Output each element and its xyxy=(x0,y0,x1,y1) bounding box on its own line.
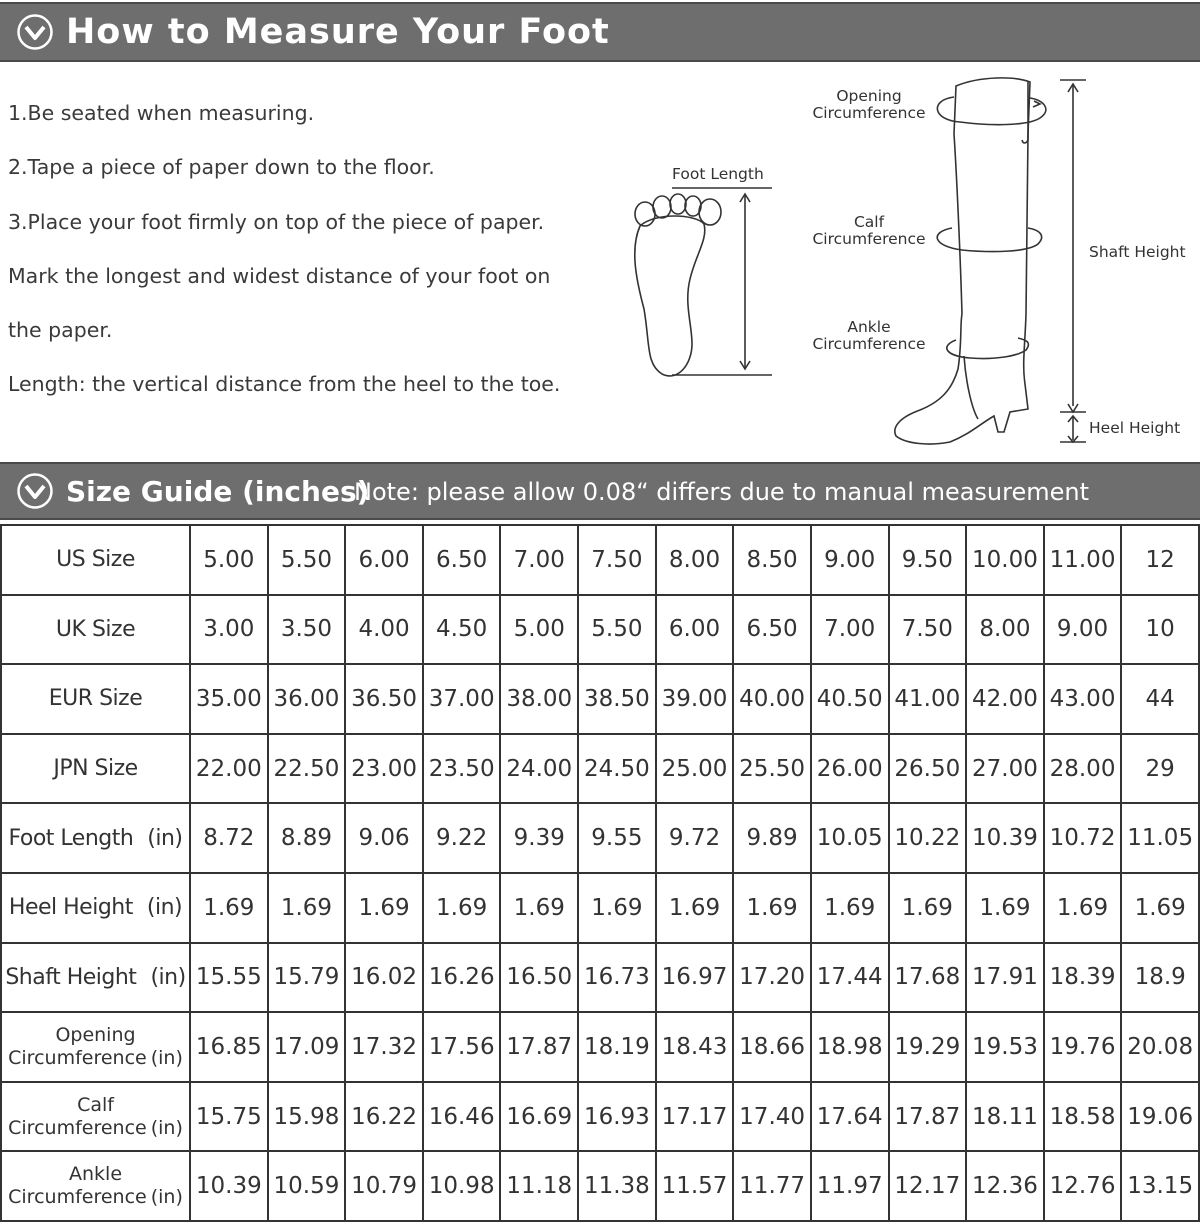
table-cell: 3.00 xyxy=(190,595,268,665)
calf-label-line2: Circumference xyxy=(812,230,926,248)
table-cell: 4.50 xyxy=(423,595,501,665)
opening-label-line1: Opening xyxy=(836,87,902,105)
table-cell: 1.69 xyxy=(190,873,268,943)
row-unit: (in) xyxy=(150,1186,183,1209)
table-cell: 4.00 xyxy=(345,595,423,665)
table-cell: 7.50 xyxy=(578,525,656,595)
table-cell: 5.00 xyxy=(190,525,268,595)
table-cell: 9.89 xyxy=(733,803,811,873)
table-cell: 10.98 xyxy=(423,1151,501,1221)
table-cell: 17.40 xyxy=(733,1082,811,1152)
table-cell: 15.55 xyxy=(190,943,268,1013)
row-header xyxy=(1,1012,190,1082)
table-cell: 3.50 xyxy=(268,595,346,665)
table-cell: 1.69 xyxy=(423,873,501,943)
table-cell: 26.00 xyxy=(811,734,889,804)
row-label: Heel Height xyxy=(8,895,133,921)
table-cell: 10.79 xyxy=(345,1151,423,1221)
row-label: Shaft Height xyxy=(5,964,137,990)
calf-label xyxy=(804,214,934,248)
table-cell: 1.69 xyxy=(578,873,656,943)
table-cell: 17.09 xyxy=(268,1012,346,1082)
ankle-label-line2: Circumference xyxy=(812,335,926,353)
table-cell: 17.68 xyxy=(889,943,967,1013)
row-unit: (in) xyxy=(150,1046,183,1069)
table-row xyxy=(1,1151,1199,1221)
size-guide-title: Size Guide (inches) xyxy=(66,475,370,508)
measure-banner xyxy=(0,2,1200,62)
table-cell: 8.00 xyxy=(966,595,1044,665)
size-table-body xyxy=(1,525,1199,1221)
row-unit: (in) xyxy=(150,1116,183,1139)
table-cell: 16.85 xyxy=(190,1012,268,1082)
table-cell: 8.50 xyxy=(733,525,811,595)
table-cell: 5.00 xyxy=(500,595,578,665)
table-cell: 5.50 xyxy=(268,525,346,595)
ankle-label xyxy=(804,319,934,353)
instruction-line: 1.Be seated when measuring. xyxy=(8,101,315,125)
foot-length-label: Foot Length xyxy=(672,165,764,183)
table-row xyxy=(1,803,1199,873)
row-label-cont: Circumference xyxy=(8,1116,147,1139)
table-cell: 13.15 xyxy=(1121,1151,1199,1221)
table-cell: 11.57 xyxy=(656,1151,734,1221)
table-cell: 41.00 xyxy=(889,664,967,734)
table-cell: 1.69 xyxy=(889,873,967,943)
table-cell: 7.00 xyxy=(811,595,889,665)
table-cell: 1.69 xyxy=(733,873,811,943)
table-cell: 1.69 xyxy=(811,873,889,943)
table-cell: 25.00 xyxy=(656,734,734,804)
table-cell: 1.69 xyxy=(345,873,423,943)
table-cell: 43.00 xyxy=(1044,664,1122,734)
table-cell: 16.69 xyxy=(500,1082,578,1152)
row-label: US Size xyxy=(56,547,135,573)
table-cell: 29 xyxy=(1121,734,1199,804)
table-cell: 9.39 xyxy=(500,803,578,873)
table-row xyxy=(1,595,1199,665)
table-cell: 18.11 xyxy=(966,1082,1044,1152)
table-cell: 16.46 xyxy=(423,1082,501,1152)
opening-label-line2: Circumference xyxy=(812,104,926,122)
table-cell: 18.39 xyxy=(1044,943,1122,1013)
boot-icon xyxy=(895,78,1030,444)
table-cell: 15.75 xyxy=(190,1082,268,1152)
table-cell: 17.44 xyxy=(811,943,889,1013)
table-row xyxy=(1,664,1199,734)
row-label-line2 xyxy=(2,1117,189,1140)
row-unit: (in) xyxy=(150,964,186,990)
table-cell: 8.89 xyxy=(268,803,346,873)
table-cell: 26.50 xyxy=(889,734,967,804)
row-label: EUR Size xyxy=(48,686,143,712)
table-cell: 19.76 xyxy=(1044,1012,1122,1082)
table-cell: 1.69 xyxy=(656,873,734,943)
table-cell: 12.17 xyxy=(889,1151,967,1221)
row-label: UK Size xyxy=(55,616,136,642)
table-cell: 1.69 xyxy=(1121,873,1199,943)
table-cell: 11.38 xyxy=(578,1151,656,1221)
table-cell: 12.76 xyxy=(1044,1151,1122,1221)
table-cell: 12 xyxy=(1121,525,1199,595)
table-cell: 19.53 xyxy=(966,1012,1044,1082)
table-cell: 22.50 xyxy=(268,734,346,804)
row-header xyxy=(1,943,190,1013)
table-cell: 6.00 xyxy=(656,595,734,665)
table-cell: 10.05 xyxy=(811,803,889,873)
table-cell: 28.00 xyxy=(1044,734,1122,804)
table-cell: 18.19 xyxy=(578,1012,656,1082)
table-cell: 9.00 xyxy=(811,525,889,595)
table-cell: 18.9 xyxy=(1121,943,1199,1013)
table-cell: 7.00 xyxy=(500,525,578,595)
row-label: JPN Size xyxy=(53,756,138,782)
size-guide-note: Note: please allow 0.08“ differs due to manual measurement xyxy=(354,478,1089,506)
row-label-cont: Circumference xyxy=(8,1186,147,1209)
table-cell: 17.91 xyxy=(966,943,1044,1013)
table-cell: 22.00 xyxy=(190,734,268,804)
table-cell: 40.50 xyxy=(811,664,889,734)
table-row xyxy=(1,1012,1199,1082)
table-cell: 9.72 xyxy=(656,803,734,873)
table-cell: 11.18 xyxy=(500,1151,578,1221)
table-cell: 6.00 xyxy=(345,525,423,595)
table-cell: 6.50 xyxy=(423,525,501,595)
table-cell: 9.22 xyxy=(423,803,501,873)
table-cell: 16.97 xyxy=(656,943,734,1013)
row-header xyxy=(1,803,190,873)
row-label: Opening xyxy=(55,1023,136,1046)
row-label-line2 xyxy=(2,1047,189,1070)
row-header xyxy=(1,873,190,943)
opening-label xyxy=(804,88,934,122)
table-cell: 17.56 xyxy=(423,1012,501,1082)
table-cell: 12.36 xyxy=(966,1151,1044,1221)
table-cell: 27.00 xyxy=(966,734,1044,804)
table-cell: 18.98 xyxy=(811,1012,889,1082)
table-cell: 16.93 xyxy=(578,1082,656,1152)
table-cell: 1.69 xyxy=(1044,873,1122,943)
instruction-line: 2.Tape a piece of paper down to the floor. xyxy=(8,155,435,180)
table-cell: 23.50 xyxy=(423,734,501,804)
table-cell: 1.69 xyxy=(966,873,1044,943)
table-cell: 11.97 xyxy=(811,1151,889,1221)
table-cell: 9.50 xyxy=(889,525,967,595)
table-cell: 25.50 xyxy=(733,734,811,804)
row-header xyxy=(1,664,190,734)
table-cell: 44 xyxy=(1121,664,1199,734)
row-label: Ankle xyxy=(69,1163,123,1186)
table-cell: 17.17 xyxy=(656,1082,734,1152)
table-cell: 9.00 xyxy=(1044,595,1122,665)
table-cell: 15.98 xyxy=(268,1082,346,1152)
table-cell: 1.69 xyxy=(500,873,578,943)
heel-height-label: Heel Height xyxy=(1089,419,1181,437)
table-cell: 11.05 xyxy=(1121,803,1199,873)
measurement-diagram xyxy=(600,64,1200,460)
table-cell: 10.00 xyxy=(966,525,1044,595)
chevron-down-icon xyxy=(16,13,54,51)
table-cell: 36.50 xyxy=(345,664,423,734)
table-cell: 10.22 xyxy=(889,803,967,873)
row-header xyxy=(1,734,190,804)
row-header xyxy=(1,595,190,665)
table-cell: 10 xyxy=(1121,595,1199,665)
table-cell: 19.29 xyxy=(889,1012,967,1082)
ankle-label-line1: Ankle xyxy=(847,318,891,336)
page-title: How to Measure Your Foot xyxy=(66,12,610,52)
chevron-down-icon xyxy=(16,472,54,510)
row-label-line2 xyxy=(2,1186,189,1209)
table-cell: 18.66 xyxy=(733,1012,811,1082)
table-cell: 9.06 xyxy=(345,803,423,873)
table-cell: 10.39 xyxy=(190,1151,268,1221)
table-cell: 24.50 xyxy=(578,734,656,804)
table-cell: 10.39 xyxy=(966,803,1044,873)
table-cell: 9.55 xyxy=(578,803,656,873)
row-header xyxy=(1,1151,190,1221)
row-header xyxy=(1,1082,190,1152)
foot-boot-illustration xyxy=(600,64,1200,460)
table-cell: 6.50 xyxy=(733,595,811,665)
row-unit: (in) xyxy=(147,825,183,851)
table-cell: 42.00 xyxy=(966,664,1044,734)
row-label-cont: Circumference xyxy=(8,1046,147,1069)
table-row xyxy=(1,873,1199,943)
table-cell: 17.87 xyxy=(500,1012,578,1082)
table-row xyxy=(1,734,1199,804)
table-cell: 11.00 xyxy=(1044,525,1122,595)
table-row xyxy=(1,1082,1199,1152)
row-label: Calf xyxy=(77,1093,114,1116)
instruction-line: Mark the longest and widest distance of your foot on xyxy=(8,263,551,288)
table-cell: 16.73 xyxy=(578,943,656,1013)
row-header xyxy=(1,525,190,595)
calf-label-line1: Calf xyxy=(853,213,885,231)
table-cell: 17.20 xyxy=(733,943,811,1013)
table-cell: 38.00 xyxy=(500,664,578,734)
table-cell: 37.00 xyxy=(423,664,501,734)
table-cell: 19.06 xyxy=(1121,1082,1199,1152)
table-cell: 38.50 xyxy=(578,664,656,734)
table-cell: 40.00 xyxy=(733,664,811,734)
table-cell: 10.59 xyxy=(268,1151,346,1221)
table-cell: 16.50 xyxy=(500,943,578,1013)
table-cell: 24.00 xyxy=(500,734,578,804)
table-cell: 23.00 xyxy=(345,734,423,804)
table-row xyxy=(1,525,1199,595)
table-cell: 17.32 xyxy=(345,1012,423,1082)
row-unit: (in) xyxy=(146,895,183,921)
row-label: Foot Length xyxy=(8,825,134,851)
table-cell: 35.00 xyxy=(190,664,268,734)
instruction-line: 3.Place your foot firmly on top of the piece of paper. xyxy=(8,209,545,234)
table-cell: 18.58 xyxy=(1044,1082,1122,1152)
instructions xyxy=(8,86,598,412)
foot-icon xyxy=(635,194,721,376)
table-cell: 16.26 xyxy=(423,943,501,1013)
table-cell: 17.87 xyxy=(889,1082,967,1152)
table-cell: 1.69 xyxy=(268,873,346,943)
table-cell: 8.00 xyxy=(656,525,734,595)
table-cell: 36.00 xyxy=(268,664,346,734)
table-cell: 39.00 xyxy=(656,664,734,734)
instruction-line: the paper. xyxy=(8,318,113,343)
size-table xyxy=(0,524,1200,1222)
table-cell: 10.72 xyxy=(1044,803,1122,873)
table-row xyxy=(1,943,1199,1013)
table-cell: 16.02 xyxy=(345,943,423,1013)
instruction-line: Length: the vertical distance from the heel to the toe. xyxy=(8,372,561,397)
table-cell: 20.08 xyxy=(1121,1012,1199,1082)
table-cell: 8.72 xyxy=(190,803,268,873)
table-cell: 16.22 xyxy=(345,1082,423,1152)
table-cell: 18.43 xyxy=(656,1012,734,1082)
table-cell: 5.50 xyxy=(578,595,656,665)
size-guide-banner xyxy=(0,462,1200,520)
table-cell: 15.79 xyxy=(268,943,346,1013)
shaft-height-label: Shaft Height xyxy=(1089,243,1186,261)
table-cell: 7.50 xyxy=(889,595,967,665)
table-cell: 11.77 xyxy=(733,1151,811,1221)
table-cell: 17.64 xyxy=(811,1082,889,1152)
